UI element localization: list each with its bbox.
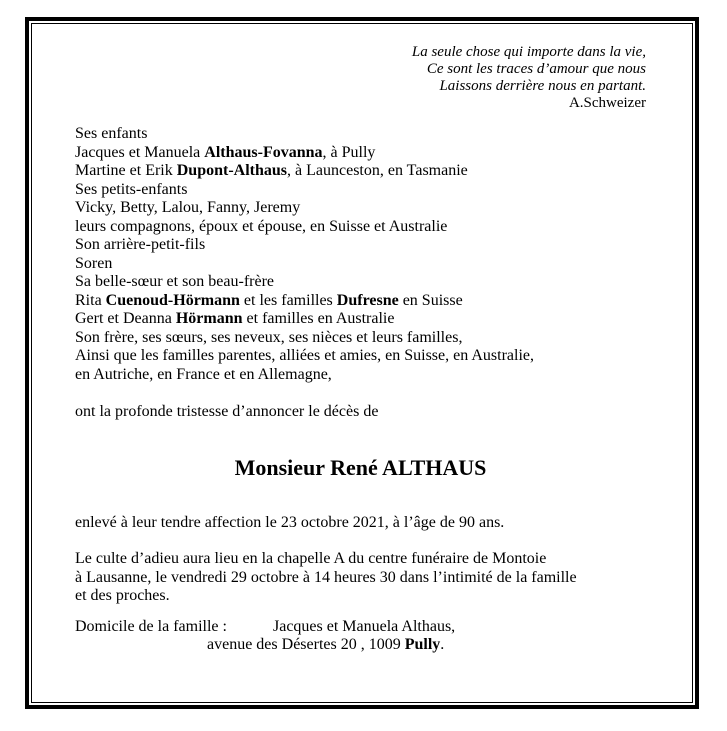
text-segment: Ce sont les traces d’amour que nous (426, 61, 646, 77)
text-line (75, 347, 646, 366)
text-segment: et familles en Australie (242, 310, 395, 327)
text-segment: avenue des Désertes 20 , 1009 (207, 636, 405, 653)
document-outer-border (25, 17, 699, 709)
text-line (75, 310, 646, 329)
text-segment: Soren (75, 254, 113, 272)
text-segment: Althaus-Fovanna (204, 143, 323, 161)
text-segment: . (440, 636, 445, 653)
text-line (75, 255, 646, 274)
text-segment: en Autriche, en France et en Allemagne, (75, 365, 332, 383)
domicile-occupants: Jacques et Manuela Althaus, (273, 617, 456, 635)
text-line (75, 550, 646, 569)
text-line (75, 125, 646, 144)
text-segment: Son arrière-petit-fils (75, 236, 206, 253)
announcement-line: ont la profonde tristesse d’annoncer le décès de (75, 403, 379, 420)
text-line (75, 236, 646, 255)
text-segment: Son frère, ses sœurs, ses neveux, ses nièces et leurs familles, (75, 328, 463, 346)
document-content (32, 24, 692, 702)
text-segment: Laissons derrière nous en partant. (439, 78, 646, 94)
text-segment: Jacques et Manuela (75, 143, 205, 161)
text-line (75, 61, 646, 78)
domicile-address (207, 636, 646, 655)
text-line (75, 587, 646, 606)
text-line (75, 162, 646, 181)
text-segment: , à Pully (322, 143, 376, 161)
domicile-label: Domicile de la famille : (75, 617, 227, 635)
text-line (75, 44, 646, 61)
text-line (75, 218, 646, 237)
text-segment: à Lausanne, le vendredi 29 octobre à 14 heures 30 dans l’intimité de la famille (75, 568, 577, 586)
text-segment: La seule chose qui importe dans la vie, (411, 44, 646, 60)
epigraph-lines (75, 44, 646, 95)
ceremony-paragraph (75, 550, 646, 606)
text-line (75, 144, 646, 163)
death-date-line: enlevé à leur tendre affection le 23 octobre 2021, à l’âge de 90 ans. (75, 513, 505, 531)
text-segment: Rita (75, 291, 106, 309)
family-list (75, 125, 646, 384)
domicile-row (75, 618, 646, 637)
text-segment: Martine et Erik (75, 162, 177, 179)
text-line (75, 292, 646, 311)
deceased-name: Monsieur René ALTHAUS (234, 454, 487, 480)
text-line (75, 273, 646, 292)
text-line (75, 366, 646, 385)
text-segment: Gert et Deanna (75, 310, 176, 327)
text-segment: Pully (404, 636, 441, 653)
text-segment: Dufresne (336, 291, 399, 309)
text-segment: Hörmann (175, 310, 243, 327)
text-segment: Le culte d’adieu aura lieu en la chapelle A du centre funéraire de Montoie (75, 550, 547, 567)
text-segment: et des proches. (75, 587, 170, 604)
domicile-section (75, 618, 646, 655)
text-line (75, 199, 646, 218)
epigraph (75, 44, 646, 112)
text-segment: Dupont-Althaus (176, 162, 288, 179)
text-segment: Sa belle-sœur et son beau-frère (75, 273, 275, 290)
document-inner-border (31, 23, 693, 703)
text-segment: Ainsi que les familles parentes, alliées et amies, en Suisse, en Australie, (75, 347, 534, 364)
text-segment: en Suisse (398, 291, 463, 309)
epigraph-attribution: A.Schweizer (568, 95, 646, 111)
text-segment: Cuenoud-Hörmann (105, 291, 240, 309)
text-segment: Ses enfants (75, 125, 148, 142)
text-segment: Vicky, Betty, Lalou, Fanny, Jeremy (75, 199, 301, 216)
text-line (75, 78, 646, 95)
text-line (75, 181, 646, 200)
text-segment: et les familles (239, 291, 337, 309)
text-segment: leurs compagnons, époux et épouse, en Suisse et Australie (75, 217, 448, 235)
text-line (75, 329, 646, 348)
text-line (75, 569, 646, 588)
text-segment: , à Launceston, en Tasmanie (287, 162, 468, 179)
text-segment: Ses petits-enfants (75, 180, 188, 198)
